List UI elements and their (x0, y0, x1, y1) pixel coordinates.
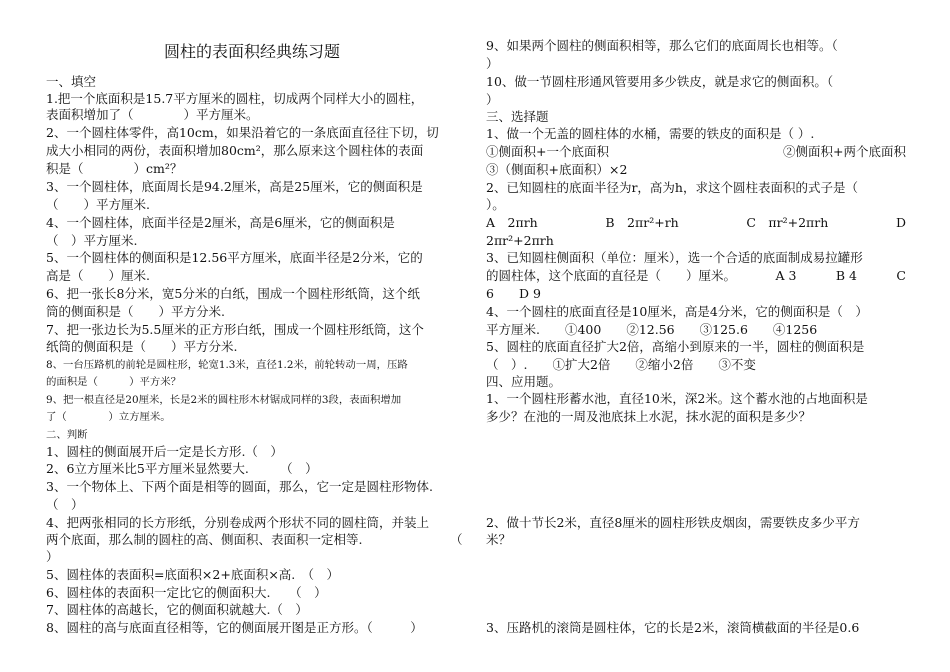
question-line: 3、一个圆柱体，底面周长是94.2厘米，高是25厘米，它的侧面积是 (46, 179, 423, 194)
judge-line: ） (486, 56, 499, 71)
application-line: 1、一个圆柱形蓄水池，直径10米，深2米。这个蓄水池的占地面积是 (486, 391, 868, 406)
question-line: 9、把一根直径是20厘米，长是2米的圆柱形木材锯成同样的3段，表面积增加 (46, 394, 402, 406)
judge-line: 10、做一节圆柱形通风管要用多少铁皮，就是求它的侧面积。（ (486, 74, 834, 89)
application-line: 2、做十节长2米，直径8厘米的圆柱形铁皮烟囱，需要铁皮多少平方 (486, 515, 860, 530)
choice-option: ①侧面积+一个底面积 (486, 144, 609, 159)
judge-line: 8、圆柱的高与底面直径相等，它的侧面展开图是正方形。（ ） (46, 620, 423, 635)
question-line: （ ）平方厘米. (46, 197, 150, 212)
question-line: 高是（ ）厘米. (46, 268, 150, 283)
question-line: 1.把一个底面积是15.7平方厘米的圆柱，切成两个同样大小的圆柱， (46, 91, 424, 106)
question-line: 7、把一张边长为5.5厘米的正方形白纸，围成一个圆柱形纸筒，这个 (46, 322, 424, 337)
judge-paren: （ (450, 532, 463, 547)
question-line: 纸筒的侧面积是（ ）平方分米. (46, 339, 238, 354)
judge-line: 3、一个物体上、下两个面是相等的圆面，那么，它一定是圆柱形物体. (46, 479, 433, 494)
choice-line: 6 D 9 (486, 286, 541, 301)
section-fill-blank-heading: 一、填空 (46, 74, 97, 89)
choice-line: 3、已知圆柱侧面积（单位：厘米），选一个合适的底面制成易拉罐形 (486, 250, 863, 265)
choice-option: B 4 (835, 268, 857, 283)
question-line: 的面积是（ ）平方米？ (46, 376, 182, 388)
choice-line: （ ）. ①扩大2倍 ②缩小2倍 ③不变 (486, 357, 756, 372)
question-line: （ ）平方厘米. (46, 233, 138, 248)
judge-line: 4、把两张相同的长方形纸，分别卷成两个形状不同的圆柱筒，并装上 (46, 515, 429, 530)
judge-line: 6、圆柱体的表面积一定比它的侧面积大. （ ） (46, 585, 327, 600)
question-line: 2、一个圆柱体零件，高10cm，如果沿着它的一条底面直径往下切，切 (46, 125, 439, 140)
choice-line: ）。 (486, 197, 505, 212)
judge-line: 两个底面，那么制的圆柱的高、侧面积、表面积一定相等. (46, 532, 363, 547)
choice-line: 2、已知圆柱的底面半径为r，高为h，求这个圆柱表面积的式子是（ (486, 180, 858, 195)
page-title: 圆柱的表面积经典练习题 (164, 42, 341, 61)
choice-line: 2πr²+2πrh (486, 233, 554, 248)
judge-line: 5、圆柱体的表面积=底面积×2+底面积×高. （ ） (46, 567, 340, 582)
section-application-heading: 四、应用题。 (486, 374, 562, 389)
application-line: 米？ (486, 532, 512, 547)
section-judge-heading: 二、判断 (46, 429, 88, 441)
choice-option: C πr²+2πrh (746, 215, 829, 230)
choice-line: 4、一个圆柱的底面直径是10厘米，高是4分米，它的侧面积是（ ） (486, 304, 868, 319)
choice-options (486, 215, 906, 231)
question-line: 8、一台压路机的前轮是圆柱形，轮宽1.3米，直径1.2米，前轮转动一周，压路 (46, 359, 408, 371)
choice-text: 的圆柱体，这个底面的直径是（ ）厘米。 (486, 268, 737, 283)
question-line: 了（ ）立方厘米。 (46, 411, 171, 423)
choice-options (486, 268, 906, 284)
choice-option: C (896, 268, 906, 283)
choice-line: 1、做一个无盖的圆柱体的水桶，需要的铁皮的面积是（ ）. (486, 126, 815, 141)
judge-line: （ ） (46, 497, 84, 512)
application-line: 3、压路机的滚筒是圆柱体，它的长是2米，滚筒横截面的半径是0.6 (486, 620, 860, 635)
judge-line: 2、6立方厘米比5平方厘米显然要大. （ ） (46, 461, 318, 476)
choice-line: 平方厘米. ①400 ②12.56 ③125.6 ④1256 (486, 322, 818, 337)
question-line: 成大小相同的两份，表面积增加80cm²，那么原来这个圆柱体的表面 (46, 143, 424, 158)
judge-line: 7、圆柱体的高越长，它的侧面积就越大.（ ） (46, 602, 308, 617)
choice-options (486, 144, 906, 160)
question-line: 5、一个圆柱体的侧面积是12.56平方厘米，底面半径是2分米，它的 (46, 250, 423, 265)
question-line: 4、一个圆柱体，底面半径是2厘米，高是6厘米，它的侧面积是 (46, 215, 395, 230)
judge-line: 1、圆柱的侧面展开后一定是长方形.（ ） (46, 444, 283, 459)
application-line: 多少？在池的一周及池底抹上水泥，抹水泥的面积是多少？ (486, 409, 812, 424)
section-choice-heading: 三、选择题 (486, 109, 549, 124)
question-line: 6、把一张长8分米，宽5分米的白纸，围成一个圆柱形纸筒，这个纸 (46, 286, 420, 301)
judge-line: ） (486, 92, 499, 107)
choice-line: ③（侧面积+底面积）×2 (486, 162, 628, 177)
choice-option: D (895, 215, 906, 230)
choice-option: ②侧面积+两个底面积 (783, 144, 906, 159)
judge-line: 9、如果两个圆柱的侧面积相等，那么它们的底面周长也相等。（ (486, 38, 838, 53)
judge-line: ） (46, 549, 59, 564)
choice-option: B 2πr²+rh (605, 215, 679, 230)
question-line: 筒的侧面积是（ ）平方分米. (46, 304, 225, 319)
question-line: 表面积增加了（ ）平方厘米。 (46, 107, 259, 122)
choice-option: A 2πrh (486, 215, 538, 230)
choice-line: 5、圆柱的底面直径扩大2倍，高缩小到原来的一半，圆柱的侧面积是 (486, 339, 865, 354)
question-line: 积是（ ）cm²？ (46, 161, 183, 176)
choice-option: A 3 (775, 268, 797, 283)
